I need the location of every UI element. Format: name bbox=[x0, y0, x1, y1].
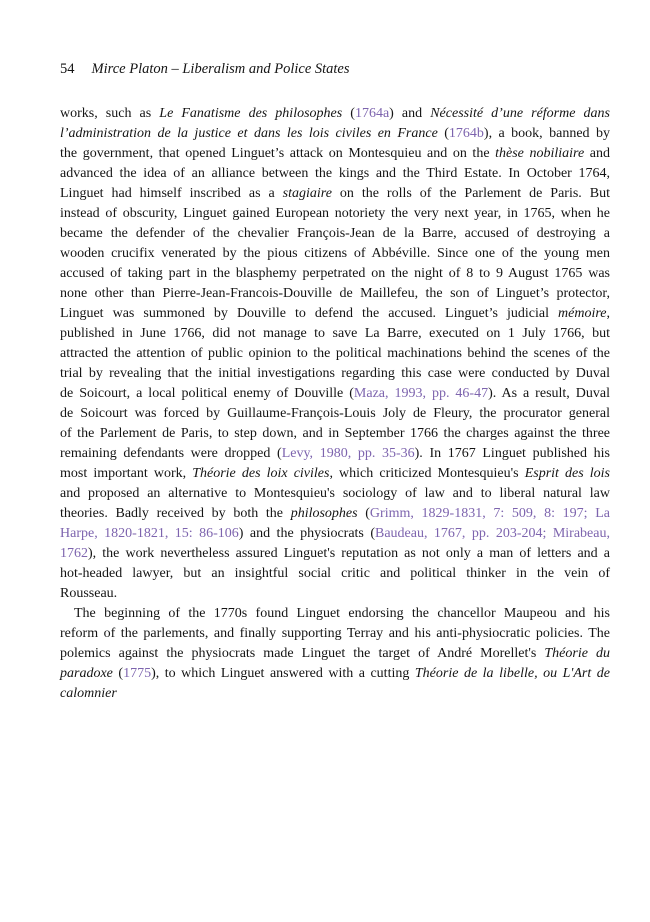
citation-link[interactable]: 1764a bbox=[354, 106, 390, 121]
text-run: , published in June 1766, did not manage to save La Barre, executed on 1 July 1766, but attracted the attention of public opinion to the political machinations behind the scenes of the trial by revealing that the initial investigations regarding this case were conducted by Duval de Soicourt, a local political enemy of Douville ( bbox=[60, 306, 610, 401]
text-run: ), the work nevertheless assured Linguet's reputation as not only a man of letters and a hot-headed lawyer, but an insightful social critic and political thinker in the vein of Rousseau. bbox=[60, 546, 610, 601]
citation-link[interactable]: Grimm, 1829-1831, 7: 509, 8: 197; La Harpe, 1820-1821, 15: 86-106 bbox=[60, 506, 610, 541]
text-run: ), to which Linguet answered with a cutting bbox=[151, 666, 415, 681]
citation-link[interactable]: Levy, 1980, pp. 35-36 bbox=[281, 446, 415, 461]
text-run: ), a book, banned by the government, that opened Linguet’s attack on Montesquieu and on the bbox=[60, 126, 610, 161]
text-run: ) and the physiocrats ( bbox=[238, 526, 375, 541]
work-title: Esprit des lois bbox=[524, 466, 611, 481]
page-header bbox=[60, 60, 610, 78]
paragraph bbox=[60, 104, 610, 604]
text-run: ( bbox=[357, 506, 370, 521]
text-run: ( bbox=[342, 106, 355, 121]
work-title: Théorie du paradoxe bbox=[60, 646, 610, 681]
text-run: on the rolls of the Parlement de Paris. But instead of obscurity, Linguet gained European notoriety the very next year, in 1765, when he became the defender of the chevalier François-Jean de la Barre, accused of destroying a wooden crucifix venerated by the pious citizens of Abbéville. Since one of the young men accused of taking part in the blasphemy perpetrated on the night of 8 to 9 August 1765 was none other than Pierre-Jean-Francois-Douville de Maillefeu, the son of Linguet’s protector, Linguet was summoned by Douville to defend the accused. Linguet’s judicial bbox=[60, 186, 610, 321]
text-run: and advanced the idea of an alliance between the kings and the Third Estate. In October 1764, Linguet had himself inscribed as a bbox=[60, 146, 610, 201]
text-run: , which criticized Montesquieu's bbox=[329, 466, 525, 481]
citation-link[interactable]: 1764b bbox=[448, 126, 484, 141]
citation-link[interactable]: Maza, 1993, pp. 46-47 bbox=[353, 386, 489, 401]
text-run: The beginning of the 1770s found Linguet endorsing the chancellor Maupeou and his reform of the parlements, and finally supporting Terray and his anti-physiocratic policies. The polemics against the physiocrats made Linguet the target of André Morellet's bbox=[60, 606, 610, 661]
work-title: thèse nobiliaire bbox=[495, 146, 585, 161]
text-run: ) and bbox=[389, 106, 431, 121]
text-run: works, such as bbox=[60, 106, 160, 121]
text-run: and proposed an alternative to Montesquieu's sociology of law and to liberal natural law theories. Badly received by both the bbox=[60, 486, 610, 521]
paragraph bbox=[60, 604, 610, 704]
text-run: ). In 1767 Linguet published his most important work, bbox=[60, 446, 610, 481]
page-number: 54 bbox=[60, 61, 75, 77]
citation-link[interactable]: Baudeau, 1767, pp. 203-204; Mirabeau, 1762 bbox=[60, 526, 610, 561]
work-title: Le Fanatisme des philosophes bbox=[159, 106, 343, 121]
text-run: ). As a result, Duval de Soicourt was forced by Guillaume-François-Louis Joly de Fleury, the procurator general of the Parlement de Paris, to step down, and in September 1766 the charges against the three remaining defendants were dropped ( bbox=[60, 386, 610, 461]
work-title: Théorie de la libelle, ou L'Art de calomnier bbox=[60, 666, 610, 701]
citation-link[interactable]: 1775 bbox=[123, 666, 152, 681]
page-body-text bbox=[60, 104, 610, 704]
work-title: Nécessité d’une réforme dans l’administration de la justice et dans les lois civiles en France bbox=[60, 106, 610, 141]
text-run: ( bbox=[112, 666, 124, 681]
running-title: Mirce Platon – Liberalism and Police States bbox=[91, 61, 350, 77]
work-title: mémoire bbox=[558, 306, 607, 321]
work-title: Théorie des loix civiles bbox=[192, 466, 330, 481]
work-title: stagiaire bbox=[282, 186, 332, 201]
text-run: ( bbox=[437, 126, 449, 141]
work-title: philosophes bbox=[290, 506, 358, 521]
